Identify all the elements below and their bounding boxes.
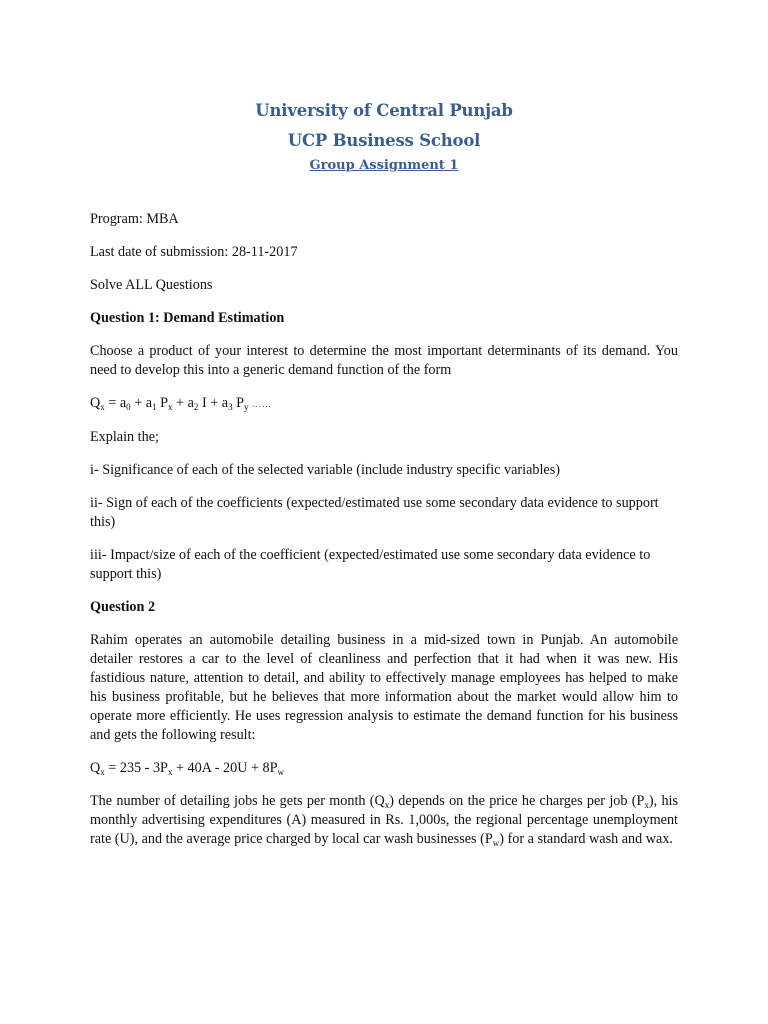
eq-symbol: + 40A - 20U + 8P <box>172 760 278 776</box>
paragraph-text: ), his monthly advertising expenditures (A) measured in Rs. 1,000s, the regional percentage unemployment rate (U), and the average price charged by local car wash businesses (P <box>90 793 678 847</box>
eq-symbol: = a <box>104 395 127 411</box>
submission-date-line: Last date of submission: 28-11-2017 <box>90 244 298 260</box>
paragraph-text: ) for a standard wash and wax. <box>499 831 673 847</box>
eq-subscript: 1 <box>152 402 157 412</box>
eq-symbol: Q <box>90 760 101 776</box>
question-1-title-text: Question 1: Demand Estimation <box>90 310 285 326</box>
university-title: University of Central Punjab <box>255 101 513 120</box>
regression-equation <box>90 759 678 778</box>
eq-subscript: w <box>277 767 285 777</box>
eq-subscript: 3 <box>228 402 233 412</box>
eq-subscript: x <box>644 800 649 810</box>
eq-ellipsis: …… <box>248 399 272 409</box>
eq-subscript: y <box>244 402 249 412</box>
eq-symbol: Q <box>90 395 101 411</box>
eq-subscript: x <box>167 767 173 777</box>
question-2-paragraph: Rahim operates an automobile detailing business in a mid-sized town in Punjab. An automobile detailer restores a car to the level of cleanliness and perfection that it had when it was new. His fastidious nature, attention to detail, and ability to effectively manage employees has helped to make his business profitable, but he believes that more information about the market would allow him to operate more efficiently. He uses regression analysis to estimate the demand function for his business and gets the following result: <box>90 632 678 743</box>
instruction-line: Solve ALL Questions <box>90 277 213 293</box>
eq-symbol: P <box>232 395 245 411</box>
document-body <box>90 210 678 863</box>
eq-symbol: P <box>156 395 168 411</box>
question-1-item: ii- Sign of each of the coefficients (expected/estimated use some secondary data evidence to support this) <box>90 495 659 530</box>
eq-symbol: = 235 - 3P <box>104 760 168 776</box>
eq-subscript: x <box>100 767 105 777</box>
eq-subscript: x <box>168 402 173 412</box>
question-2-variables-paragraph <box>90 792 678 849</box>
eq-symbol: + a <box>172 395 194 411</box>
question-2-title <box>90 598 678 617</box>
eq-symbol: I + a <box>198 395 229 411</box>
question-2-title-text: Question 2 <box>90 599 156 615</box>
question-1-item: iii- Impact/size of each of the coefficient (expected/estimated use some secondary data evidence to support this) <box>90 547 651 582</box>
eq-subscript: x <box>384 800 390 810</box>
demand-function-equation <box>90 394 678 414</box>
document-header <box>0 100 768 176</box>
question-1-title <box>90 309 678 328</box>
eq-subscript: w <box>492 838 500 848</box>
eq-symbol: + a <box>130 395 153 411</box>
assignment-title: Group Assignment 1 <box>309 158 459 173</box>
program-line: Program: MBA <box>90 211 179 227</box>
school-title: UCP Business School <box>287 131 481 150</box>
paragraph-text: ) depends on the price he charges per job (P <box>389 793 645 809</box>
question-1-item: i- Significance of each of the selected variable (include industry specific variables) <box>90 462 560 478</box>
explain-line: Explain the; <box>90 429 159 445</box>
eq-subscript: 0 <box>126 402 131 412</box>
eq-subscript: x <box>100 402 105 412</box>
paragraph-text: The number of detailing jobs he gets per month (Q <box>90 793 385 809</box>
question-1-intro: Choose a product of your interest to determine the most important determinants of its demand. You need to develop this into a generic demand function of the form <box>90 343 678 378</box>
eq-subscript: 2 <box>193 402 199 412</box>
